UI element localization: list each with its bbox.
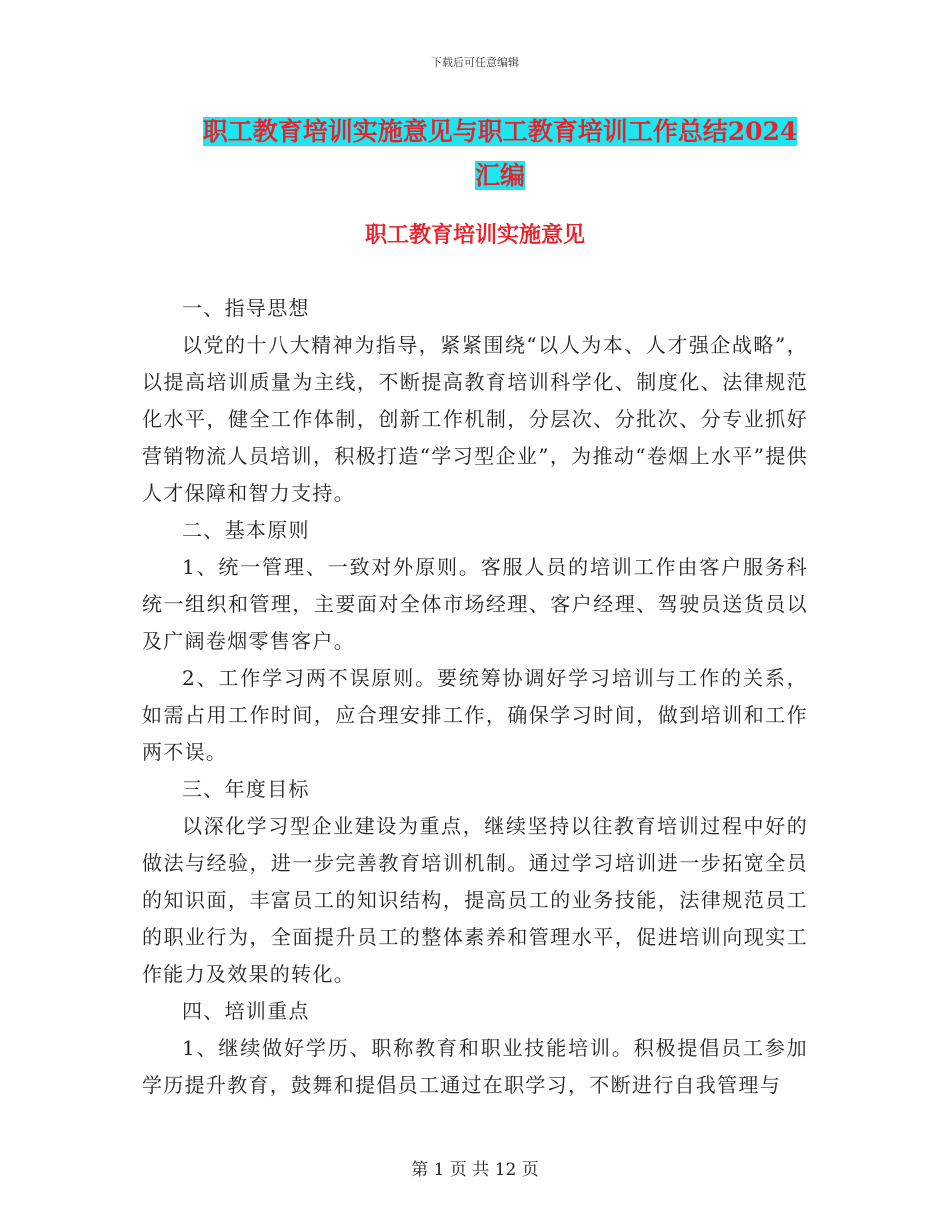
paragraph-training-focus-1: 1、继续做好学历、职称教育和职业技能培训。积极提倡员工参加学历提升教育，鼓舞和提倡员工通过在职学习，不断进行自我管理与 [142, 1036, 808, 1097]
paragraph-annual-goals: 以深化学习型企业建设为重点，继续坚持以往教育培训过程中好的做法与经验，进一步完善教育培训机制。通过学习培训进一步拓宽全员的知识面，丰富员工的知识结构，提高员工的业务技能，法律规范员工的职业行为，全面提升员工的整体素养和管理水平，促进培训向现实工作能力及效果的转化。 [142, 814, 808, 986]
paragraph-guiding-ideology: 以党的十八大精神为指导，紧紧围绕“以人为本、人才强企战略”，以提高培训质量为主线，不断提高教育培训科学化、制度化、法律规范化水平，健全工作体制，创新工作机制，分层次、分批次、分专业抓好营销物流人员培训，积极打造“学习型企业”，为推动“卷烟上水平”提供人才保障和智力支持。 [142, 333, 808, 505]
document-title-line-2: 汇编 [474, 161, 525, 190]
document-body [142, 290, 808, 1104]
paragraph-principle-1: 1、统一管理、一致对外原则。客服人员的培训工作由客户服务科统一组织和管理，主要面对全体市场经理、客户经理、驾驶员送货员以及广阔卷烟零售客户。 [142, 555, 808, 653]
heading-guiding-ideology: 一、指导思想 [182, 296, 310, 320]
heading-training-focus: 四、培训重点 [182, 999, 310, 1023]
page-footer: 第 1 页 共 12 页 [411, 1160, 539, 1180]
paragraph-principle-2: 2、工作学习两不误原则。要统筹协调好学习培训与工作的关系，如需占用工作时间，应合理安排工作，确保学习时间，做到培训和工作两不误。 [142, 666, 808, 764]
document-title [190, 110, 810, 198]
section-title: 职工教育培训实施意见 [364, 222, 585, 248]
document-title-line-1: 职工教育培训实施意见与职工教育培训工作总结2024 [202, 117, 798, 146]
heading-annual-goals: 三、年度目标 [182, 777, 310, 801]
header-note: 下载后可任意编辑 [431, 56, 519, 69]
heading-basic-principles: 二、基本原则 [182, 518, 310, 542]
